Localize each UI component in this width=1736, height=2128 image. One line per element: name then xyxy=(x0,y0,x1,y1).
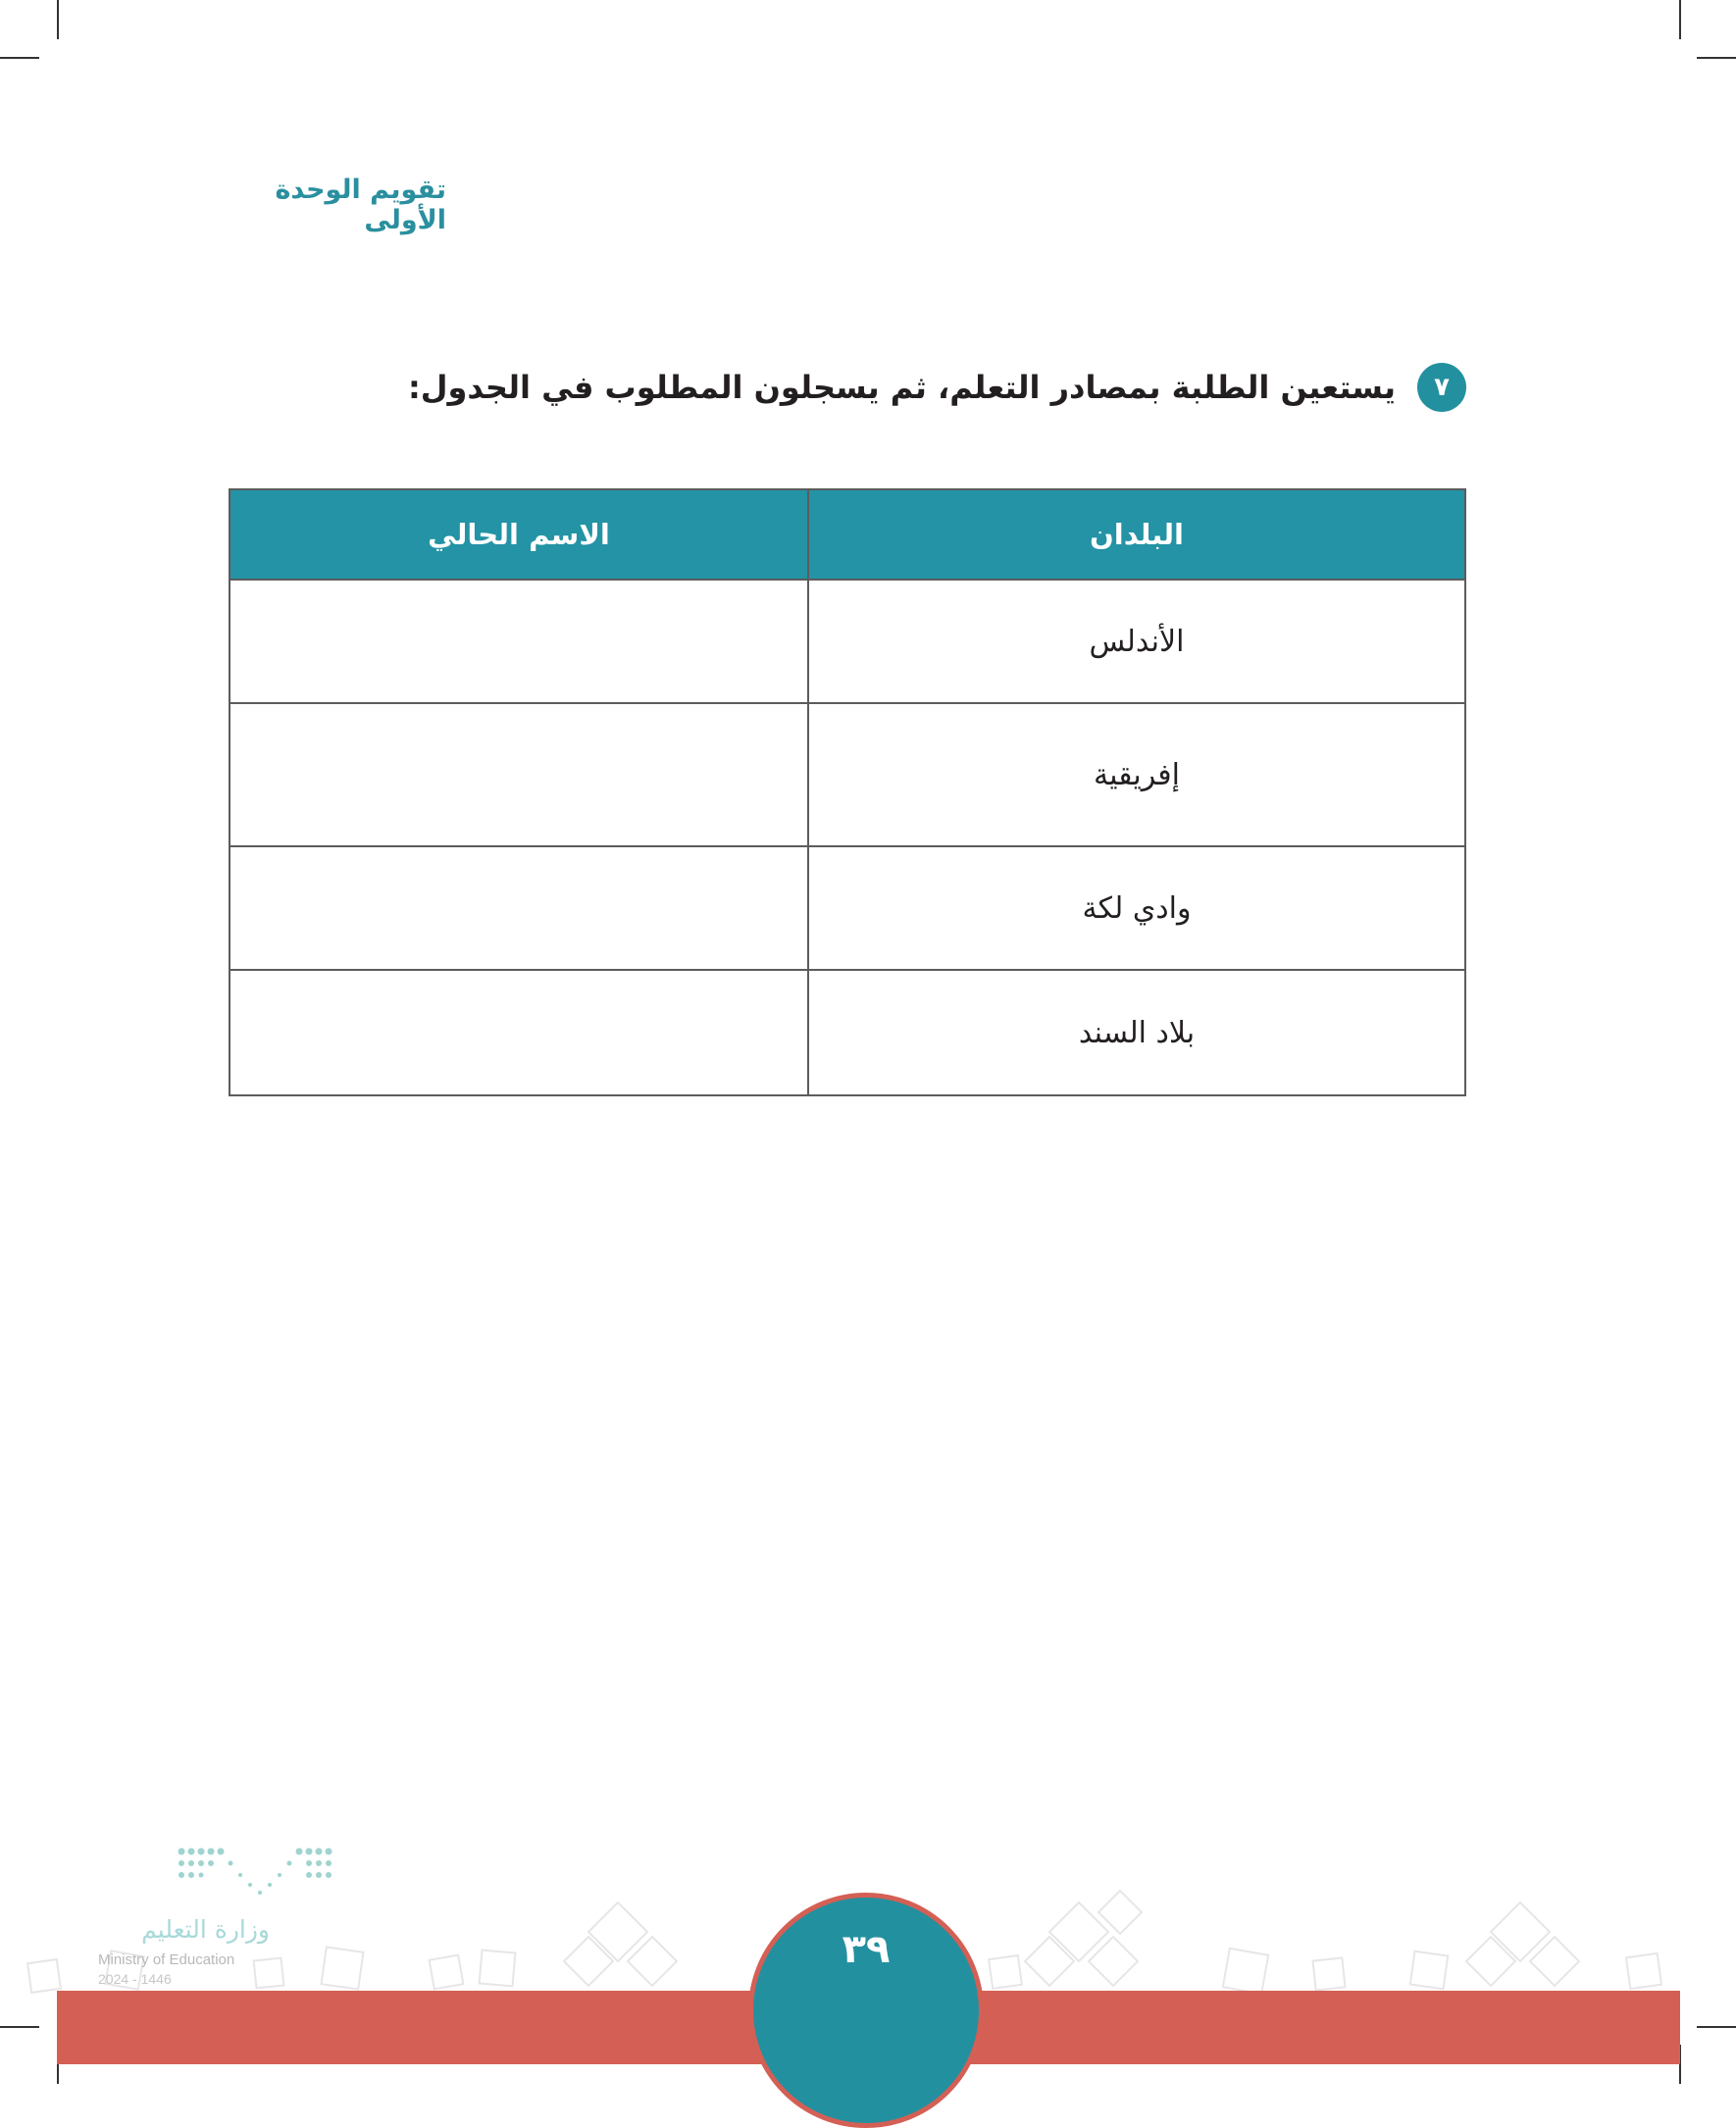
question-7 xyxy=(408,363,1466,412)
table-row xyxy=(230,703,1465,846)
ministry-logo-arabic: وزارة التعليم xyxy=(141,1915,270,1944)
country-cell: إفريقية xyxy=(808,703,1465,846)
country-cell: وادي لكة xyxy=(808,846,1465,970)
unit-title: تقويم الوحدة الأولى xyxy=(275,175,446,235)
table-header-row xyxy=(230,489,1465,580)
question-number-badge: ٧ xyxy=(1417,363,1466,412)
crop-mark xyxy=(57,0,59,39)
table-row xyxy=(230,970,1465,1095)
crop-mark xyxy=(1697,57,1736,59)
ministry-logo-dots xyxy=(177,1844,353,1912)
column-header-countries: البلدان xyxy=(808,489,1465,580)
table-row xyxy=(230,580,1465,703)
crop-mark xyxy=(1697,2026,1736,2028)
crop-mark xyxy=(0,2026,39,2028)
answer-cell[interactable] xyxy=(230,970,808,1095)
crop-mark xyxy=(0,57,39,59)
page-number: ٣٩ xyxy=(842,1927,891,1972)
answer-cell[interactable] xyxy=(230,846,808,970)
answer-cell[interactable] xyxy=(230,580,808,703)
crop-mark xyxy=(1679,0,1681,39)
column-header-current-name: الاسم الحالي xyxy=(230,489,808,580)
answer-cell[interactable] xyxy=(230,703,808,846)
table-row xyxy=(230,846,1465,970)
ministry-logo-english: Ministry of Education xyxy=(98,1951,235,1968)
country-cell: بلاد السند xyxy=(808,970,1465,1095)
countries-table xyxy=(229,488,1466,1096)
country-cell: الأندلس xyxy=(808,580,1465,703)
ministry-logo-year: 2024 - 1446 xyxy=(98,1971,172,1987)
question-text: يستعين الطلبة بمصادر التعلم، ثم يسجلون المطلوب في الجدول: xyxy=(407,369,1396,406)
